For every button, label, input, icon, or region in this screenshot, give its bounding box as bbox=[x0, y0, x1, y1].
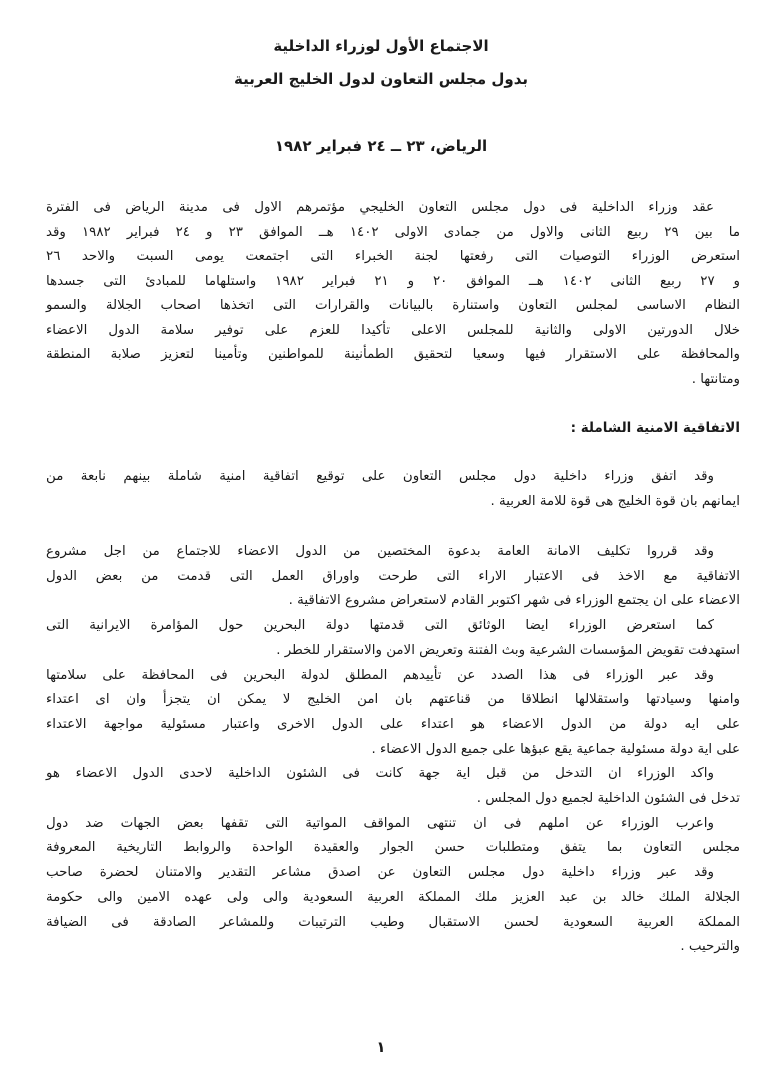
text-line: على ايه دولة من الدول الاعضاء هو اعتداء على الدول الاخرى واعتبار مسئولية مواجهة الاعتداء bbox=[46, 716, 740, 732]
document-title-block bbox=[0, 30, 762, 163]
text-line: ومتانتها . bbox=[691, 371, 740, 387]
text-line: الاتفاقية مع الاخذ فى الاعتبار الاراء التى طرحت واوراق العمل التى قدمت من بعض الدول bbox=[46, 568, 740, 584]
text-line: واعرب الوزراء عن املهم فى ان تنتهى المواقف المواتية التى تقفها بعض الجهات ضد دول bbox=[46, 815, 714, 831]
decision-paragraph-hope bbox=[46, 812, 740, 861]
text-line: الجلالة الملك خالد بن عبد العزيز ملك المملكة العربية السعودية والى ولى عهده الامين والى حكومة bbox=[46, 889, 740, 905]
text-line: ما بين ٢٩ ربيع الثانى والاول من جمادى الاولى ١٤٠٢ هــ الموافق ٢٣ و ٢٤ فبراير ١٩٨٢ وقد bbox=[46, 224, 740, 240]
text-line: استعرض الوزراء التوصيات التى رفعتها لجنة الخبراء التى اجتمعت يومى السبت والاحد ٢٦ bbox=[46, 249, 740, 264]
decision-paragraph-interference bbox=[46, 762, 740, 811]
decision-paragraph-bahrain-support bbox=[46, 664, 740, 763]
text-line: وقد عبر وزراء داخلية دول مجلس التعاون عن اصدق مشاعر التقدير والامتنان لحضرة صاحب bbox=[46, 865, 714, 881]
text-line: كما استعرض الوزراء ايضا الوثائق التى قدمتها دولة البحرين حول المؤامرة الايرانية التى bbox=[46, 618, 714, 634]
text-line: واكد الوزراء ان التدخل من قبل اية جهة كانت فى الشئون الداخلية لاحدى الدول الاعضاء هو bbox=[46, 766, 714, 782]
text-line: عقد وزراء الداخلية فى دول مجلس التعاون الخليجي مؤتمرهم الاول فى مدينة الرياض فى الفترة bbox=[46, 200, 714, 215]
text-line: وقد عبر الوزراء فى هذا الصدد عن تأييدهم المطلق لدولة البحرين فى المحافظة على سلامتها bbox=[46, 667, 714, 683]
text-line: الاعضاء على ان يجتمع الوزراء فى شهر اكتوبر القادم لاستعراض مشروع الاتفاقية . bbox=[288, 593, 740, 609]
text-line: خلال الدورتين الاولى والثانية للمجلس الاعلى تأكيدا للعزم على توفير سلامة الدول الاعضاء bbox=[46, 322, 740, 338]
text-line: و ٢٧ ربيع الثانى ١٤٠٢ هــ الموافق ٢٠ و ٢١ فبراير ١٩٨٢ واستلهاما للمبادئ التى جسدها bbox=[46, 273, 740, 289]
title-line-1: الاجتماع الأول لوزراء الداخلية bbox=[273, 37, 489, 55]
decisions-section bbox=[46, 540, 740, 960]
intro-paragraph bbox=[46, 196, 740, 392]
decision-paragraph-secretariat bbox=[46, 540, 740, 614]
text-line: وقد اتفق وزراء داخلية دول مجلس التعاون على توقيع اتفاقية امنية شاملة بينهم نابعة من bbox=[46, 469, 714, 484]
text-line: ايمانهم بان قوة الخليج هى قوة للامة العربية . bbox=[490, 493, 740, 509]
text-line: على اية دولة مسئولية جماعية يقع عبؤها على جميع الدول الاعضاء . bbox=[371, 741, 740, 757]
text-line: مجلس التعاون بما يتفق ومتطلبات حسن الجوار والعقيدة الواحدة والروابط التاريخية المعروفة bbox=[46, 840, 740, 856]
text-line: النظام الاساسى لمجلس التعاون واستنارة بالبيانات والقرارات التى اتخذها اصحاب الجلالة والسمو bbox=[46, 298, 740, 313]
text-line: تدخل فى الشئون الداخلية لجميع دول المجلس . bbox=[476, 791, 740, 807]
section-heading: الاتفاقية الامنية الشاملة : bbox=[570, 420, 740, 436]
text-line: والترحيب . bbox=[680, 939, 740, 955]
agreement-paragraph bbox=[46, 465, 740, 514]
title-line-2: بدول مجلس التعاون لدول الخليج العربية bbox=[234, 70, 528, 88]
text-line: وامنها وسيادتها واستقلالها انطلاقا من قناعتهم بان امن الخليج لا يمكن ان يتجزأ وان اى اعتداء bbox=[46, 692, 740, 708]
decision-paragraph-gratitude bbox=[46, 861, 740, 960]
text-line: المملكة العربية السعودية لحسن الاستقبال وطيب الترتيبات وللمشاعر الصادقة فى الضيافة bbox=[46, 914, 740, 930]
text-line: وقد قرروا تكليف الامانة العامة بدعوة المختصين من الدول الاعضاء للاجتماع من اجل مشروع bbox=[46, 544, 714, 559]
decision-paragraph-bahrain-documents bbox=[46, 614, 740, 663]
text-line: والمحافظة على الاستقرار فيها وسعيا لتحقيق الطمأنينة للمواطنين وتأمينا لتعزيز صلابة المنطقة bbox=[46, 347, 740, 362]
page-number: ١ bbox=[376, 1038, 386, 1056]
date-line: الرياض، ٢٣ ــ ٢٤ فبراير ١٩٨٢ bbox=[274, 137, 488, 155]
text-line: استهدفت تقويض المؤسسات الشرعية وبث الفتنة وتعريض الامن والاستقرار للخطر . bbox=[276, 642, 740, 658]
